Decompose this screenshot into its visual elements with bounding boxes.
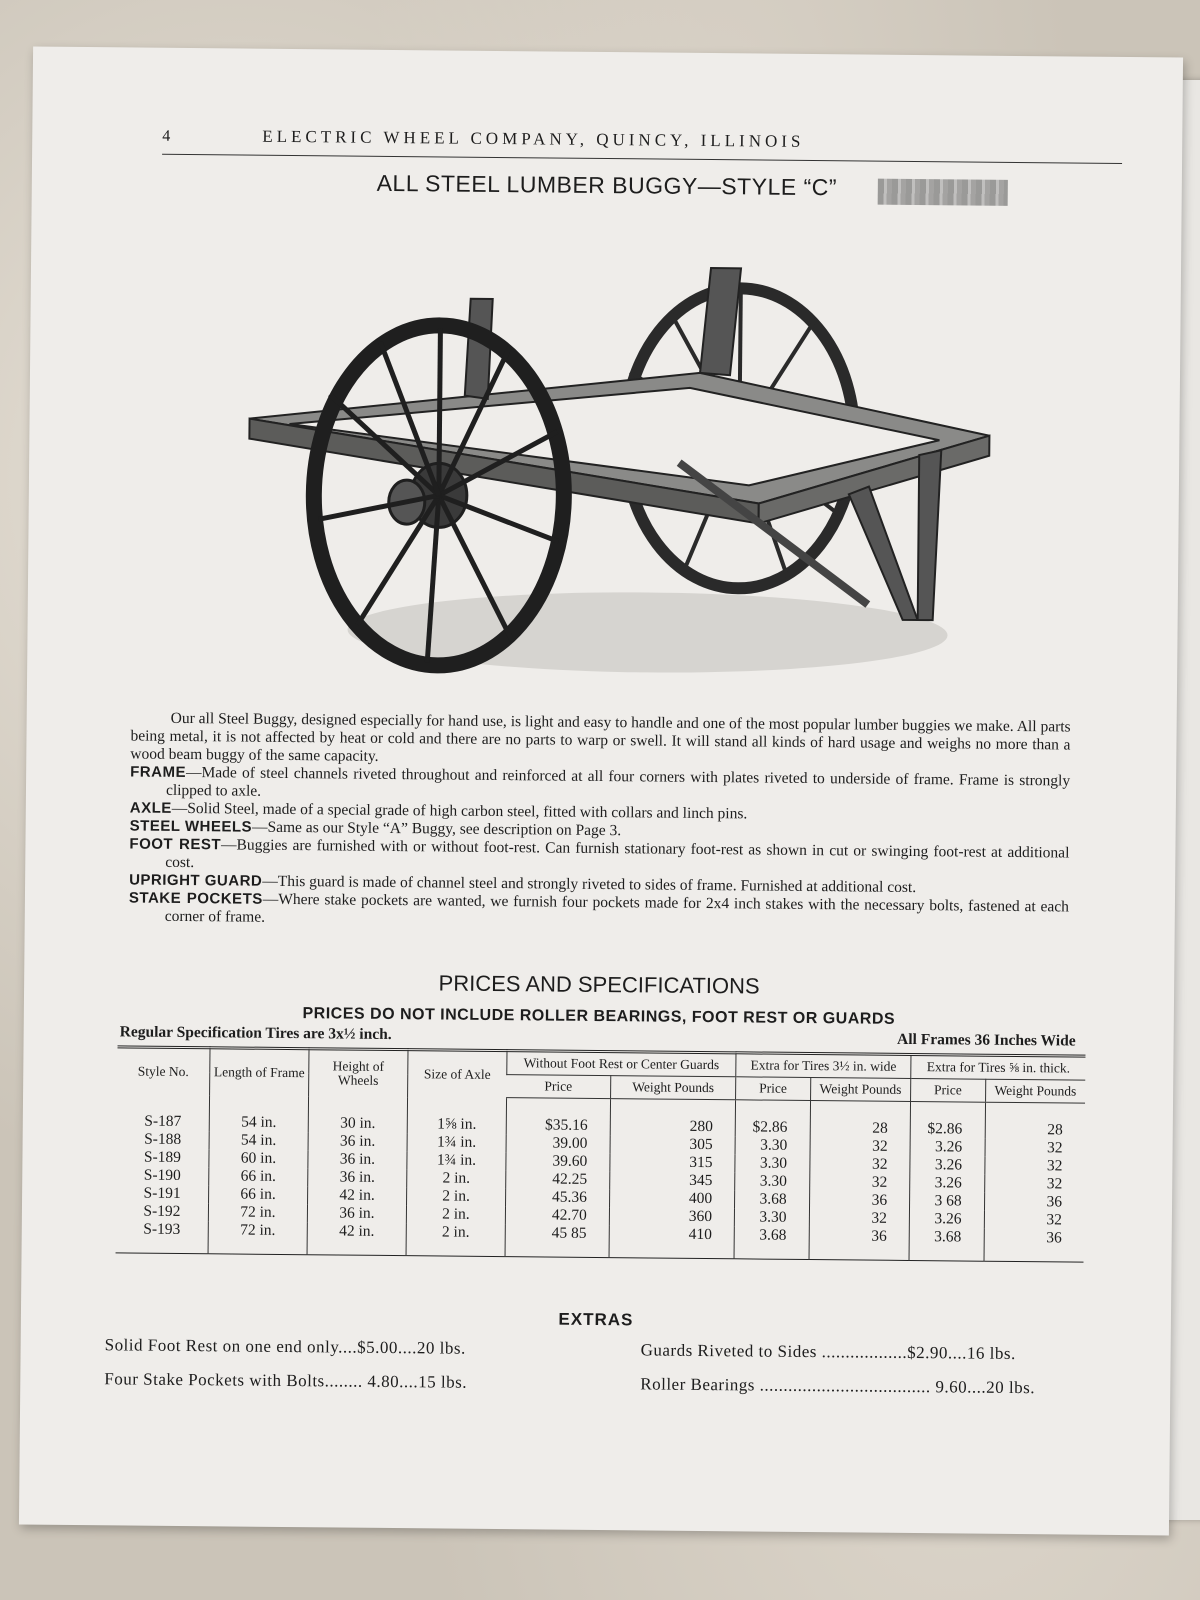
cell-wheel-height: 30 in. xyxy=(308,1096,407,1133)
tire-note: Regular Specification Tires are 3x½ inch. xyxy=(119,1023,392,1044)
cell-style-no: S-189 xyxy=(143,1148,182,1166)
product-description xyxy=(129,709,1071,934)
spec-stake-pockets xyxy=(129,889,1069,934)
spec-term: UPRIGHT GUARD xyxy=(129,871,263,890)
spec-text: —Made of steel channels riveted throughout and reinforced at all four corners with plates riveted to underside of frame. Frame is strongly clipped to axle. xyxy=(165,764,1071,800)
cell-wide-tire-weight: 32 xyxy=(810,1137,911,1156)
cell-axle-size: 2 in. xyxy=(407,1169,506,1188)
cell-axle-size: 1⅝ in. xyxy=(407,1097,506,1134)
cell-thick-tire-price: 3.26 xyxy=(909,1210,984,1229)
cell-wide-tire-price: 3.68 xyxy=(734,1226,809,1259)
extra-foot-rest: Solid Foot Rest on one end only....$5.00....20 lbs. xyxy=(104,1335,466,1358)
cell-axle-size: 2 in. xyxy=(406,1205,505,1224)
cell-thick-tire-price: $2.86 xyxy=(910,1101,985,1138)
cell-style-no: S-188 xyxy=(144,1130,182,1148)
cell-frame-length: 66 in. xyxy=(209,1185,308,1204)
cell-wide-tire-weight: 28 xyxy=(810,1101,911,1138)
spec-text: —Solid Steel, made of a special grade of high carbon steel, fitted with collars and linch pins. xyxy=(171,799,748,823)
cell-base-price: 45.36 xyxy=(506,1188,610,1207)
header-price: Price xyxy=(736,1077,811,1101)
product-title: ALL STEEL LUMBER BUGGY—STYLE “C” xyxy=(376,169,838,201)
cell-base-price: 39.00 xyxy=(506,1134,610,1153)
cell-wide-tire-price: 3.30 xyxy=(735,1172,810,1191)
cell-thick-tire-weight: 32 xyxy=(984,1175,1084,1194)
cell-base-weight: 360 xyxy=(609,1207,734,1226)
specifications-table xyxy=(116,1045,1086,1262)
intro-paragraph: Our all Steel Buggy, designed especially for hand use, is light and easy to handle and one of the most popular lumber buggies we make. All parts being metal, it is not affected by heat or cold and there are no parts to warp or swell. It will stand all kinds of hard usage and weighs no more than a wood beam buggy of the same capacity. xyxy=(130,709,1071,765)
header-weight: Weight Pounds xyxy=(985,1079,1085,1103)
prices-note: PRICES DO NOT INCLUDE ROLLER BEARINGS, FOOT REST OR GUARDS xyxy=(302,1005,896,1028)
extras-heading: EXTRAS xyxy=(558,1309,634,1330)
header-weight: Weight Pounds xyxy=(810,1078,911,1102)
frame-note: All Frames 36 Inches Wide xyxy=(897,1030,1076,1050)
cell-base-price: $35.16 xyxy=(506,1098,610,1135)
cell-axle-size: 1¾ in. xyxy=(407,1151,506,1170)
cell-thick-tire-weight: 32 xyxy=(985,1139,1085,1158)
spec-term: STEEL WHEELS xyxy=(129,817,253,836)
extras-list xyxy=(104,1335,1095,1398)
cell-wide-tire-weight: 36 xyxy=(809,1191,910,1210)
header-height: Height of Wheels xyxy=(309,1049,408,1097)
ink-stamp xyxy=(878,179,1008,206)
cell-frame-length: 66 in. xyxy=(209,1167,308,1186)
cell-wheel-height: 36 in. xyxy=(308,1150,407,1169)
cell-base-weight: 280 xyxy=(610,1099,736,1137)
header-weight: Weight Pounds xyxy=(610,1076,735,1100)
cell-wide-tire-price: 3.30 xyxy=(735,1154,810,1173)
cell-wide-tire-weight: 32 xyxy=(809,1173,910,1192)
cell-wide-tire-price: 3.68 xyxy=(735,1190,810,1209)
header-group-base: Without Foot Rest or Center Guards xyxy=(507,1051,736,1077)
steel-frame xyxy=(248,264,991,621)
cell-wide-tire-weight: 32 xyxy=(809,1209,910,1228)
header-axle: Size of Axle xyxy=(408,1050,507,1098)
cell-wheel-height: 42 in. xyxy=(307,1222,406,1255)
spec-term: FRAME xyxy=(130,763,187,782)
cell-frame-length: 60 in. xyxy=(209,1149,308,1168)
cell-wide-tire-weight: 36 xyxy=(809,1227,910,1260)
cell-wheel-height: 36 in. xyxy=(308,1168,407,1187)
cell-base-weight: 345 xyxy=(610,1171,735,1190)
cell-base-price: 39.60 xyxy=(506,1152,610,1171)
cell-thick-tire-weight: 28 xyxy=(985,1102,1085,1139)
cell-wide-tire-price: $2.86 xyxy=(735,1100,810,1137)
cell-base-price: 42.70 xyxy=(505,1206,609,1225)
cell-thick-tire-weight: 32 xyxy=(984,1157,1084,1176)
cell-thick-tire-price: 3.68 xyxy=(909,1228,984,1261)
cell-style-no: S-193 xyxy=(143,1220,181,1238)
cell-thick-tire-price: 3.26 xyxy=(910,1174,985,1193)
cell-base-weight: 400 xyxy=(609,1189,734,1208)
header-price: Price xyxy=(507,1075,611,1099)
spec-text: —Same as our Style “A” Buggy, see description on Page 3. xyxy=(251,818,622,840)
cell-base-weight: 315 xyxy=(610,1153,735,1172)
cell-base-price: 42.25 xyxy=(506,1170,610,1189)
lumber-buggy-illustration xyxy=(227,218,1011,695)
cell-thick-tire-price: 3 68 xyxy=(910,1192,985,1211)
spec-text: —Where stake pockets are wanted, we furnish four pockets made for 2x4 inch stakes with the necessary bolts, fastened at each corner of frame. xyxy=(164,890,1069,926)
cell-thick-tire-weight: 36 xyxy=(984,1193,1084,1212)
header-price: Price xyxy=(911,1078,986,1102)
cell-thick-tire-price: 3.26 xyxy=(910,1156,985,1175)
cell-axle-size: 1¾ in. xyxy=(407,1133,506,1152)
cell-wide-tire-price: 3.30 xyxy=(735,1136,810,1155)
cell-thick-tire-weight: 32 xyxy=(984,1211,1084,1230)
cell-axle-size: 2 in. xyxy=(407,1187,506,1206)
running-header xyxy=(162,124,1122,164)
cell-wheel-height: 36 in. xyxy=(307,1204,406,1223)
spec-term: STAKE POCKETS xyxy=(128,889,263,908)
header-group-wide-tires: Extra for Tires 3½ in. wide xyxy=(736,1053,911,1079)
cell-base-weight: 305 xyxy=(610,1135,735,1154)
cell-frame-length: 72 in. xyxy=(208,1221,307,1254)
header-title: ELECTRIC WHEEL COMPANY, QUINCY, ILLINOIS xyxy=(262,126,805,151)
cell-wide-tire-price: 3.30 xyxy=(734,1208,809,1227)
header-group-thick-tires: Extra for Tires ⅝ in. thick. xyxy=(911,1054,1086,1080)
cell-style-no: S-192 xyxy=(143,1202,181,1220)
cell-style-no: S-187 xyxy=(144,1112,182,1130)
extra-guards: Guards Riveted to Sides ..................$2.90....16 lbs. xyxy=(640,1340,1016,1364)
cell-thick-tire-weight: 36 xyxy=(984,1229,1084,1262)
cell-style-no: S-190 xyxy=(143,1166,181,1184)
extra-stake-pockets: Four Stake Pockets with Bolts........ 4.80....15 lbs. xyxy=(104,1369,468,1392)
catalog-page xyxy=(19,47,1183,1536)
cell-base-weight: 410 xyxy=(609,1225,735,1259)
cell-thick-tire-price: 3.26 xyxy=(910,1138,985,1157)
extra-roller-bearings: Roller Bearings .................................... 9.60....20 lbs. xyxy=(640,1374,1036,1398)
cell-frame-length: 54 in. xyxy=(209,1095,308,1132)
cell-axle-size: 2 in. xyxy=(406,1223,505,1256)
cell-base-price: 45 85 xyxy=(505,1224,609,1257)
header-length: Length of Frame xyxy=(210,1048,309,1096)
header-style: Style No. xyxy=(137,1063,189,1079)
spec-term: FOOT REST xyxy=(129,835,222,854)
prices-heading: PRICES AND SPECIFICATIONS xyxy=(438,970,760,999)
cell-wheel-height: 36 in. xyxy=(308,1132,407,1151)
cell-style-no: S-191 xyxy=(143,1184,181,1202)
page-number: 4 xyxy=(162,127,171,145)
spec-text: —This guard is made of channel steel and strongly riveted to sides of frame. Furnished at additional cost. xyxy=(262,872,917,897)
cell-wide-tire-weight: 32 xyxy=(809,1155,910,1174)
cell-wheel-height: 42 in. xyxy=(308,1186,407,1205)
cell-frame-length: 54 in. xyxy=(209,1131,308,1150)
cell-frame-length: 72 in. xyxy=(208,1203,307,1222)
spec-term: AXLE xyxy=(129,799,172,817)
spec-text: —Buggies are furnished with or without foot-rest. Can furnish stationary foot-rest as shown in cut or swinging foot-rest at additional cost. xyxy=(165,836,1070,872)
